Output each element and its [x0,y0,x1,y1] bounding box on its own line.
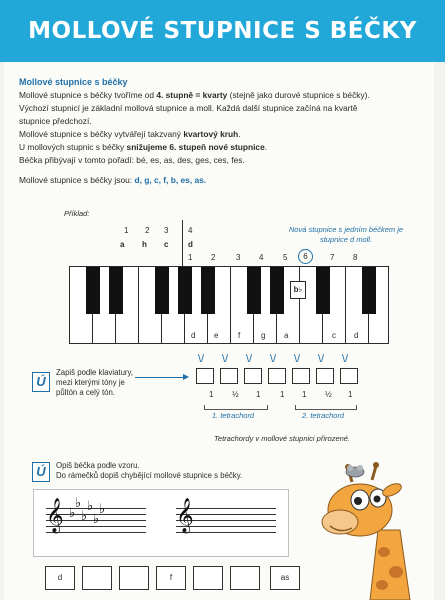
key-note-label: d [191,331,196,340]
step-answer-box[interactable] [316,368,334,384]
top-note: c [164,240,169,249]
scale-answer-box[interactable]: d [45,566,75,590]
flat-sign: ♭ [87,499,94,514]
top-note: a [120,240,125,249]
tetrachord-bracket [295,405,357,410]
piano-keyboard [69,266,389,344]
black-key [178,267,192,314]
giraffe-mascot-illustration [300,460,440,600]
intro-line-3: stupnice předchozí. [19,116,92,126]
giraffe-horn [372,466,376,480]
giraffe-pupil [354,497,362,505]
arrow-line [135,377,185,378]
black-key [316,267,330,314]
scale-number: 2 [211,253,216,262]
scale-answer-box[interactable] [193,566,223,590]
key-note-label: f [238,331,241,340]
chevron-down-icon: \/ [294,353,301,365]
step-answer-box[interactable] [292,368,310,384]
black-key [270,267,284,314]
step-value: 1 [280,390,285,399]
scale-list: Mollové stupnice s béčky jsou: d, g, c, f, b, es, as. [19,175,207,185]
step-value: 1 [256,390,261,399]
step-answer-box[interactable] [244,368,262,384]
scale-number: 7 [330,253,335,262]
scale-number: 3 [236,253,241,262]
top-number: 3 [164,226,169,235]
chevron-down-icon: \/ [342,353,349,365]
giraffe-spot [378,547,390,557]
scale-answer-box[interactable]: as [270,566,300,590]
scale-number: 1 [188,253,193,262]
step-answer-box[interactable] [196,368,214,384]
intro-text [19,76,419,167]
chevron-down-icon: \/ [246,353,253,365]
giraffe-spot [376,580,388,590]
scale-number: 5 [283,253,288,262]
flat-sign: ♭ [69,506,76,521]
step-answer-box[interactable] [340,368,358,384]
treble-clef-icon: 𝄞 [176,498,194,533]
key-note-label: e [214,331,219,340]
task-icon: Ú [32,372,50,392]
tetrachord-2-label: 2. tetrachord [302,411,345,420]
intro-line-1: Mollové stupnice s béčky tvoříme od 4. stupně = kvarty (stejně jako durové stupnice s béčky). [19,90,370,100]
scale-number: 4 [259,253,264,262]
example-label: Příklad: [64,209,90,218]
black-key [109,267,123,314]
top-number: 2 [145,226,150,235]
tetrachord-note: Tetrachordy v mollové stupnici přirozené. [214,434,351,443]
top-note: h [142,240,147,249]
giraffe-spot [389,566,403,578]
top-number: 4 [188,226,193,235]
top-note: d [188,240,193,249]
intro-line-4: Mollové stupnice s béčky vytvářejí takzvaný kvartový kruh. [19,129,241,139]
flat-sign: ♭ [93,512,100,527]
giraffe-pupil [374,496,381,503]
step-value: ½ [232,390,239,399]
step-value: 1 [348,390,353,399]
intro-line-5: U mollových stupnic s béčky snižujeme 6. stupeň nové stupnice. [19,142,268,152]
mouse-ear [357,465,363,471]
chevron-down-icon: \/ [198,353,205,365]
flat-sign: ♭ [81,509,88,524]
scale-number: 8 [353,253,358,262]
tetrachord-bracket [204,405,268,410]
black-key [155,267,169,314]
chevron-down-icon: \/ [270,353,277,365]
flat-sign: ♭ [99,502,106,517]
step-value: ½ [325,390,332,399]
scale-answer-box[interactable] [119,566,149,590]
black-key [362,267,376,314]
key-note-label: c [332,331,336,340]
top-number: 1 [124,226,129,235]
scale-answer-box[interactable] [230,566,260,590]
title-banner [0,0,445,62]
tetrachord-1-label: 1. tetrachord [212,411,255,420]
chevron-down-icon: \/ [318,353,325,365]
scale-answer-box[interactable] [82,566,112,590]
key-note-label: g [261,331,266,340]
black-key [247,267,261,314]
arrow-right-icon [183,374,189,380]
b-flat-key-label: b♭ [290,281,306,299]
scale-answer-box[interactable]: f [156,566,186,590]
mouse-ear [347,465,353,471]
task-icon: Ú [32,462,50,482]
giraffe-neck [370,530,410,600]
black-key [201,267,215,314]
step-value: 1 [209,390,214,399]
circled-sixth-degree: 6 [298,249,313,264]
step-answer-box[interactable] [268,368,286,384]
intro-line-2: Výchozí stupnicí je základní mollová stupnice a moll. Každá další stupnice začíná na kvartě [19,103,358,113]
black-key [86,267,100,314]
intro-heading: Mollové stupnice s béčky [19,77,128,87]
task1-instructions: Zapiš podle klaviatury, mezi kterými tóny je půltón a celý tón. [56,368,133,397]
page-title: MOLLOVÉ STUPNICE S BÉČKY [28,18,417,44]
task2-instructions: Opiš béčka podle vzoru. Do rámečků dopiš chybějící mollové stupnice s béčky. [56,461,243,480]
key-note-label: a [284,331,289,340]
staff-area [33,489,289,557]
giraffe-horn-tip [373,462,379,468]
treble-clef-icon: 𝄞 [46,498,64,533]
example-hint: Nová stupnice s jedním béčkem je stupnice d moll. [288,225,404,244]
chevron-down-icon: \/ [222,353,229,365]
intro-line-6: Béčka přibývají v tomto pořadí: bé, es, as, des, ges, ces, fes. [19,155,245,165]
step-value: 1 [302,390,307,399]
key-note-label: d [354,331,359,340]
flat-sign: ♭ [75,496,82,511]
step-answer-box[interactable] [220,368,238,384]
